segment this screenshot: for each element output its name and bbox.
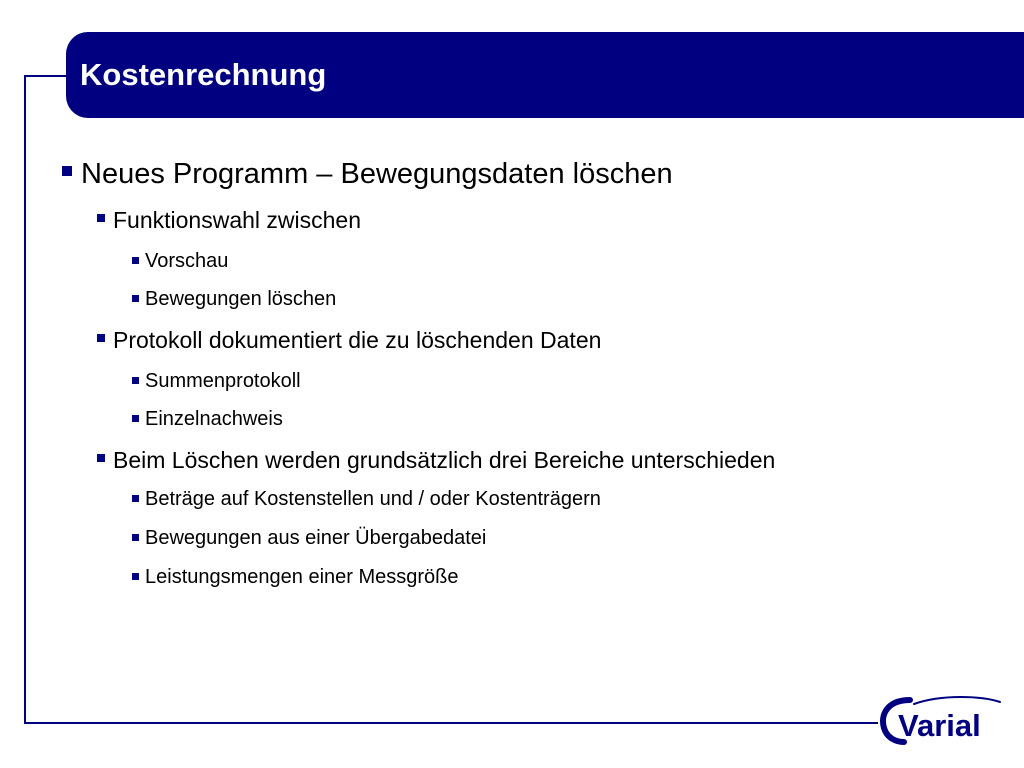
square-bullet-icon [97,454,105,462]
square-bullet-icon [132,495,139,502]
frame-line-left [24,75,26,724]
logo-arc [914,697,1000,704]
page-title: Kostenrechnung [80,57,327,92]
frame-line-top [24,75,68,77]
frame-line-bottom [24,722,878,724]
list-item-text: Bewegungen löschen [145,288,337,310]
list-item-text: Vorschau [145,250,229,272]
square-bullet-icon [132,573,139,580]
square-bullet-icon [132,534,139,541]
list-item-text: Protokoll dokumentiert die zu löschenden Daten [113,327,602,353]
list-item-text: Beträge auf Kostenstellen und / oder Kostenträgern [145,488,601,510]
logo-text: Varial [898,708,981,743]
list-item-text: Funktionswahl zwischen [113,207,362,233]
square-bullet-icon [132,257,139,264]
list-item-text: Summenprotokoll [145,370,301,392]
square-bullet-icon [132,377,139,384]
list-item-text: Leistungsmengen einer Messgröße [145,566,459,588]
square-bullet-icon [132,415,139,422]
square-bullet-icon [97,214,105,222]
list-item-text: Neues Programm – Bewegungsdaten löschen [81,158,673,190]
list-item-text: Einzelnachweis [145,408,283,430]
title-bar [66,32,1024,118]
list-item-text: Beim Löschen werden grundsätzlich drei Bereiche unterschieden [113,447,776,473]
square-bullet-icon [62,166,72,176]
square-bullet-icon [132,295,139,302]
varial-logo [878,690,1004,746]
list-item-text: Bewegungen aus einer Übergabedatei [145,527,487,549]
square-bullet-icon [97,334,105,342]
